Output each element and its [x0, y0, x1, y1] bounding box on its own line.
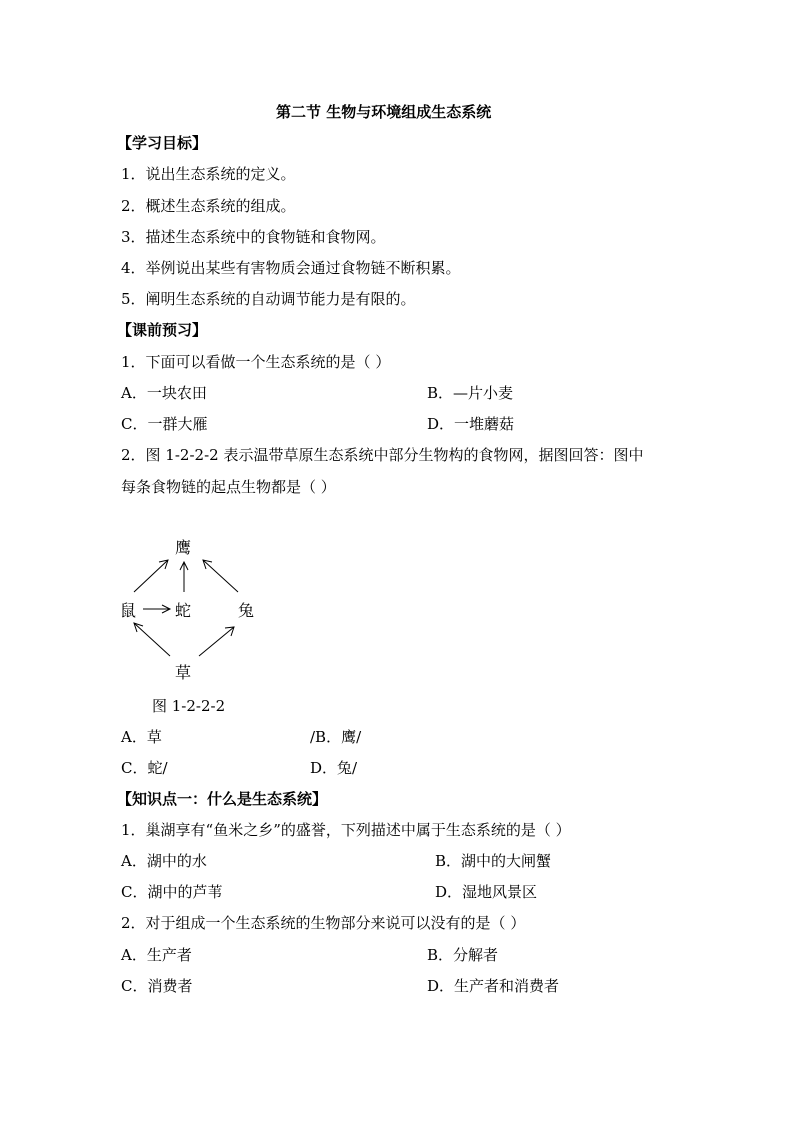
goal-item: 3．描述生态系统中的食物链和食物网。: [121, 228, 386, 246]
option-b: B．分解者: [427, 946, 499, 964]
question-stem-line1: 2．图 1-2-2-2 表示温带草原生态系统中部分生物构的食物网，据图回答：图中: [121, 446, 644, 464]
node-hawk: 鹰: [175, 538, 192, 557]
option-b: B．—片小麦: [427, 384, 514, 402]
arrow-snake-to-hawk: [180, 562, 188, 592]
node-mouse: 鼠: [120, 601, 137, 620]
arrow-mouse-to-hawk: [134, 560, 168, 592]
option-c: C．消费者: [121, 977, 193, 995]
node-grass: 草: [175, 663, 192, 682]
option-d: D．生产者和消费者: [427, 977, 560, 995]
option-a: A．草: [121, 728, 162, 746]
option-b: /B．鹰/: [310, 728, 362, 746]
question-stem: 2．对于组成一个生态系统的生物部分来说可以没有的是（ ）: [121, 914, 526, 932]
arrow-rabbit-to-hawk: [203, 560, 238, 592]
section-heading-goals: 【学习目标】: [117, 134, 208, 152]
option-c: C．一群大雁: [121, 415, 208, 433]
question-stem-line2: 每条食物链的起点生物都是（ ）: [121, 478, 336, 496]
node-snake: 蛇: [175, 601, 192, 620]
option-a: A．一块农田: [121, 384, 207, 402]
arrow-grass-to-mouse: [134, 623, 170, 656]
option-a: A．生产者: [121, 946, 192, 964]
goal-item: 5．阐明生态系统的自动调节能力是有限的。: [121, 290, 416, 308]
goal-item: 2．概述生态系统的组成。: [121, 197, 296, 215]
question-stem: 1．巢湖享有“鱼米之乡”的盛誉，下列描述中属于生态系统的是（ ）: [121, 821, 571, 839]
arrow-mouse-to-snake: [143, 605, 170, 613]
option-d: D．一堆蘑菇: [427, 415, 515, 433]
option-d: D．兔/: [310, 759, 358, 777]
page-title: 第二节 生物与环境组成生态系统: [276, 103, 492, 121]
node-rabbit: 兔: [238, 601, 255, 620]
option-c: C．湖中的芦苇: [121, 883, 223, 901]
option-d: D．湿地风景区: [435, 883, 538, 901]
arrow-grass-to-rabbit: [199, 627, 234, 656]
option-c: C．蛇/: [121, 759, 168, 777]
section-heading-knowledge1: 【知识点一：什么是生态系统】: [117, 790, 328, 808]
question-stem: 1．下面可以看做一个生态系统的是（ ）: [121, 353, 391, 371]
figure-caption: 图 1-2-2-2: [152, 697, 226, 715]
goal-item: 1．说出生态系统的定义。: [121, 165, 296, 183]
option-a: A．湖中的水: [121, 852, 207, 870]
goal-item: 4．举例说出某些有害物质会通过食物链不断积累。: [121, 259, 461, 277]
option-b: B．湖中的大闸蟹: [435, 852, 552, 870]
section-heading-preview: 【课前预习】: [117, 321, 208, 339]
